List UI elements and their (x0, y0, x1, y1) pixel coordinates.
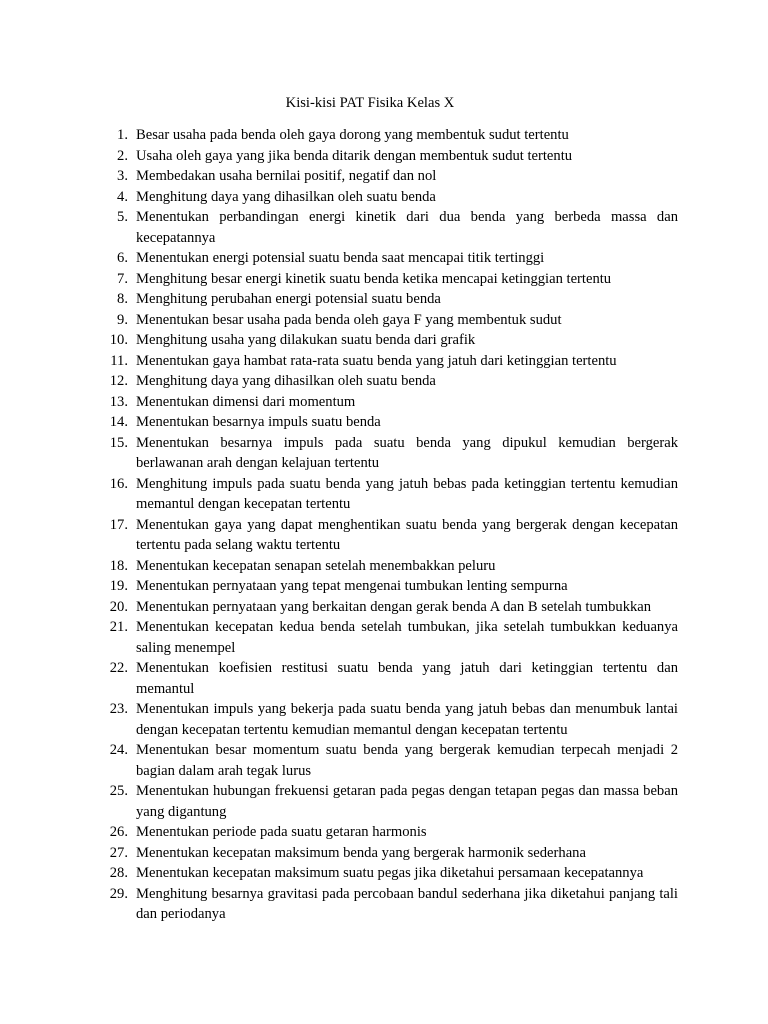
item-text: Menentukan besar usaha pada benda oleh gaya F yang membentuk sudut (136, 311, 562, 328)
list-item (88, 187, 678, 208)
item-text: Besar usaha pada benda oleh gaya dorong yang membentuk sudut tertentu (136, 127, 569, 143)
list-item (88, 781, 678, 822)
list-item (88, 474, 678, 515)
item-text: Usaha oleh gaya yang jika benda ditarik dengan membentuk sudut tertentu (136, 147, 573, 164)
item-text: Menentukan besarnya impuls suatu benda (136, 414, 381, 430)
item-number: 22. (109, 660, 128, 676)
item-text: Menghitung impuls pada suatu benda yang jatuh bebas pada ketinggian tertentu kemudian memantul dengan kecepatan tertentu (136, 475, 678, 512)
item-text: Menentukan pernyataan yang tepat mengenai tumbukan lenting sempurna (136, 578, 568, 594)
item-text: Menentukan hubungan frekuensi getaran pada pegas dengan tetapan pegas dan massa beban yang digantung (136, 783, 678, 820)
item-number: 6. (117, 250, 128, 266)
list-item (88, 207, 678, 248)
list-item (88, 433, 678, 474)
item-number: 13. (109, 393, 128, 410)
item-text: Menghitung besar energi kinetik suatu benda ketika mencapai ketinggian tertentu (136, 270, 612, 287)
list-item (88, 863, 678, 884)
list-item (88, 146, 678, 167)
list-item (88, 412, 678, 433)
item-number: 20. (109, 598, 128, 615)
list-item (88, 166, 678, 187)
list-item (88, 289, 678, 310)
item-number: 10. (109, 332, 128, 348)
item-text: Menentukan kecepatan maksimum suatu pegas jika diketahui persamaan kecepatannya (136, 865, 644, 881)
item-number: 3. (117, 168, 128, 184)
item-number: 24. (109, 742, 128, 758)
list-item (88, 576, 678, 597)
item-number: 12. (109, 373, 128, 389)
item-number: 14. (109, 414, 128, 430)
list-item (88, 597, 678, 618)
item-number: 2. (117, 147, 128, 164)
item-number: 1. (117, 127, 128, 143)
item-number: 5. (117, 209, 128, 225)
item-number: 26. (109, 824, 128, 840)
item-text: Menentukan dimensi dari momentum (136, 393, 356, 410)
list-item (88, 392, 678, 413)
item-text: Menentukan perbandingan energi kinetik dari dua benda yang berbeda massa dan kecepatannya (136, 209, 678, 246)
list-item (88, 310, 678, 331)
item-number: 18. (109, 557, 128, 574)
item-number: 21. (109, 619, 128, 635)
item-number: 27. (109, 844, 128, 861)
item-text: Menentukan impuls yang bekerja pada suatu benda yang jatuh bebas dan menumbuk lantai dengan kecepatan tertentu kemudian memantul dengan kecepatan tertentu (136, 701, 678, 738)
item-text: Menentukan koefisien restitusi suatu benda yang jatuh dari ketinggian tertentu dan memantul (136, 660, 678, 697)
item-number: 7. (117, 270, 128, 287)
item-text: Menghitung besarnya gravitasi pada percobaan bandul sederhana jika diketahui panjang tali dan periodanya (136, 885, 678, 922)
item-text: Menentukan pernyataan yang berkaitan dengan gerak benda A dan B setelah tumbukkan (136, 598, 652, 615)
list-item (88, 822, 678, 843)
item-text: Membedakan usaha bernilai positif, negatif dan nol (136, 168, 437, 184)
item-number: 11. (110, 352, 128, 369)
list-item (88, 658, 678, 699)
item-text: Menghitung daya yang dihasilkan oleh suatu benda (136, 373, 436, 389)
list-item (88, 515, 678, 556)
item-number: 8. (117, 291, 128, 307)
item-text: Menentukan periode pada suatu getaran harmonis (136, 824, 427, 840)
item-number: 16. (109, 475, 128, 492)
document-title: Kisi-kisi PAT Fisika Kelas X (285, 95, 455, 111)
item-text: Menentukan kecepatan maksimum benda yang bergerak harmonik sederhana (136, 844, 586, 861)
item-text: Menghitung usaha yang dilakukan suatu benda dari grafik (136, 332, 476, 348)
item-number: 9. (117, 311, 128, 328)
list-item (88, 248, 678, 269)
item-text: Menentukan energi potensial suatu benda saat mencapai titik tertinggi (136, 250, 545, 266)
item-text: Menghitung daya yang dihasilkan oleh suatu benda (136, 188, 436, 205)
item-number: 15. (109, 434, 128, 451)
list-item (88, 556, 678, 577)
item-number: 29. (109, 885, 128, 902)
item-text: Menentukan kecepatan kedua benda setelah tumbukan, jika setelah tumbukkan keduanya saling menempel (136, 619, 678, 656)
item-text: Menentukan kecepatan senapan setelah menembakkan peluru (136, 557, 496, 574)
item-number: 28. (109, 865, 128, 881)
item-text: Menentukan gaya yang dapat menghentikan suatu benda yang bergerak dengan kecepatan tertentu pada selang waktu tertentu (136, 516, 678, 553)
item-text: Menentukan besar momentum suatu benda yang bergerak kemudian terpecah menjadi 2 bagian dalam arah tegak lurus (136, 742, 678, 779)
list-item (88, 371, 678, 392)
item-text: Menentukan besarnya impuls pada suatu benda yang dipukul kemudian bergerak berlawanan arah dengan kelajuan tertentu (136, 434, 678, 471)
list-item (88, 617, 678, 658)
list-item (88, 699, 678, 740)
item-number: 4. (117, 188, 128, 205)
list-item (88, 351, 678, 372)
list-item (88, 843, 678, 864)
item-list (88, 125, 678, 925)
item-number: 17. (109, 516, 128, 533)
item-number: 25. (109, 783, 128, 799)
list-item (88, 884, 678, 925)
list-item (88, 269, 678, 290)
item-number: 23. (109, 701, 128, 717)
item-text: Menentukan gaya hambat rata-rata suatu benda yang jatuh dari ketinggian tertentu (136, 352, 617, 369)
list-item (88, 330, 678, 351)
list-item (88, 125, 678, 146)
item-number: 19. (109, 578, 128, 594)
list-item (88, 740, 678, 781)
item-text: Menghitung perubahan energi potensial suatu benda (136, 291, 441, 307)
